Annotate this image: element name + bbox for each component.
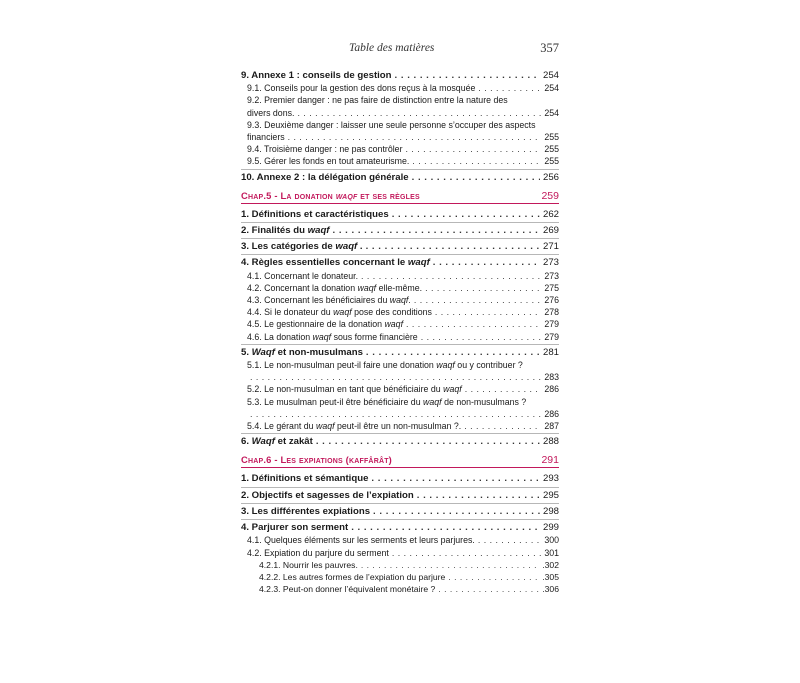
chapter-5-page: 259: [541, 189, 559, 202]
toc-entry-italic: waqf: [407, 257, 430, 269]
toc-page: [241, 36, 559, 595]
toc-entry-page: 283: [544, 372, 559, 383]
toc-entry-title: 4. Parjurer son serment: [241, 522, 349, 534]
toc-entry-page: 276: [544, 295, 559, 306]
toc-entry-row: [247, 534, 559, 546]
toc-entry[interactable]: [241, 207, 559, 221]
toc-entry-title: 5.2. Le non-musulman en tant que bénéficiaire du waqf: [247, 384, 462, 395]
toc-entry-page: 273: [544, 270, 559, 281]
toc-entry-page: 279: [544, 319, 559, 330]
leader-dots: [464, 420, 541, 432]
toc-entry-title: 2. Finalités du waqf: [241, 225, 330, 237]
toc-entry-title: 4.2.3. Peut-on donner l’équivalent monétaire ?: [259, 584, 436, 595]
toc-entry-page: .306: [542, 584, 559, 595]
leader-dots: [361, 270, 541, 282]
leader-dots: [465, 383, 542, 395]
toc-entry-title: 4.6. La donation waqf sous forme financière: [247, 331, 418, 342]
leader-dots: [351, 522, 540, 534]
toc-entry-page: 273: [542, 257, 559, 269]
toc-entry-page: 254: [544, 83, 559, 94]
toc-entry-page: 281: [542, 346, 559, 358]
toc-entry[interactable]: [241, 282, 559, 294]
toc-entry-line: 9.3. Deuxième danger : laisser une seule personne s’occuper des aspects: [247, 119, 536, 130]
toc-entry[interactable]: [241, 169, 559, 184]
toc-entry[interactable]: [241, 344, 559, 359]
leader-dots: [438, 583, 539, 595]
toc-entry-title: 4.3. Concernant les bénéficiaires du waqf.: [247, 295, 411, 306]
leader-dots: [478, 534, 541, 546]
toc-entry[interactable]: [241, 547, 559, 559]
leader-dots: [297, 107, 541, 119]
toc-entry-page: 298: [542, 505, 559, 517]
leader-dots: [417, 490, 540, 502]
toc-entry-row: [247, 318, 559, 330]
toc-entry-italic: Waqf: [251, 436, 275, 448]
toc-entry[interactable]: [241, 471, 559, 485]
leader-dots: [333, 225, 540, 237]
toc-entry-row: [247, 383, 559, 395]
toc-entry-italic: waqf: [436, 360, 455, 371]
toc-entry-page: 286: [544, 408, 559, 419]
leader-dots: [406, 318, 541, 330]
toc-entry[interactable]: [241, 155, 559, 167]
toc-entry-row: [247, 270, 559, 282]
leader-dots: [392, 209, 540, 221]
chapter-5-heading[interactable]: [241, 190, 559, 204]
toc-entry[interactable]: [241, 559, 559, 571]
leader-dots: [373, 506, 540, 518]
leader-dots: [412, 155, 541, 167]
page-title: Table des matières: [349, 42, 435, 54]
toc-entry-row: [241, 209, 559, 221]
leader-dots: [412, 172, 540, 184]
toc-entry-row: [247, 547, 559, 559]
toc-entry-title: 4.2.2. Les autres formes de l’expiation du parjure: [259, 571, 446, 582]
toc-entry-title: 10. Annexe 2 : la délégation générale: [241, 171, 409, 183]
leader-dots: [448, 571, 539, 583]
toc-entry-page: 299: [542, 522, 559, 534]
toc-entry-page: 256: [542, 171, 559, 183]
toc-entry-page: 254: [542, 70, 559, 81]
toc-entry-italic: waqf: [384, 319, 404, 330]
toc-entry-row: [241, 347, 559, 359]
toc-entry[interactable]: [241, 222, 559, 237]
toc-entry-page: 279: [544, 331, 559, 342]
toc-entry[interactable]: [241, 534, 559, 546]
toc-entry-row: [247, 306, 559, 318]
chapter-5-label: Chap.5 - La donation: [241, 189, 336, 201]
toc-entry[interactable]: [241, 396, 559, 420]
chapter-6-heading[interactable]: [241, 454, 559, 468]
toc-entry-page: 300: [544, 535, 559, 546]
toc-entry[interactable]: [241, 433, 559, 448]
chapter-6-label: Chap.6 - Les expiations (kaffârât): [241, 454, 392, 466]
toc-entry[interactable]: [241, 519, 559, 534]
leader-dots: [478, 82, 541, 94]
toc-entry-italic: waqf: [357, 282, 377, 293]
toc-entry-title: 1. Définitions et caractéristiques: [241, 208, 389, 220]
toc-entry-italic: waqf: [335, 241, 358, 253]
toc-section-chapter-5: [241, 207, 559, 449]
toc-entry[interactable]: [241, 487, 559, 502]
toc-entry[interactable]: [241, 571, 559, 583]
toc-entry[interactable]: [241, 306, 559, 318]
toc-entry-italic: Waqf: [251, 346, 275, 358]
toc-entry[interactable]: [241, 420, 559, 432]
toc-entry-page: 287: [544, 421, 559, 432]
leader-dots: [414, 294, 541, 306]
toc-entry-row: [241, 436, 559, 448]
leader-dots: [288, 131, 542, 143]
leader-dots: [392, 547, 542, 559]
toc-entry-row: [247, 371, 559, 383]
toc-entry-title: 4.2.1. Nourrir les pauvres.: [259, 559, 358, 570]
toc-entry-title: 4.5. Le gestionnaire de la donation waqf: [247, 319, 404, 330]
toc-entry-title: 6. Waqf et zakât: [241, 436, 313, 448]
toc-entry-title: 9.5. Gérer les fonds en tout amateurisme.: [247, 156, 410, 167]
toc-entry-row: [247, 282, 559, 294]
toc-entry-row: [247, 82, 559, 94]
toc-entry-title: 3. Les différentes expiations: [241, 505, 371, 517]
toc-entry-row: [241, 241, 559, 253]
toc-entry[interactable]: [241, 383, 559, 395]
toc-entry-row: [259, 571, 559, 583]
toc-entry-italic: waqf: [312, 331, 332, 342]
toc-section-annexes: [241, 68, 559, 184]
toc-entry-row: [241, 522, 559, 534]
toc-entry-row: [247, 143, 559, 155]
toc-entry-title: 5.4. Le gérant du waqf peut-il être un non-musulman ?.: [247, 421, 462, 432]
leader-dots: [250, 408, 541, 420]
leader-dots: [316, 436, 540, 448]
toc-entry-title: 9. Annexe 1 : conseils de gestion: [241, 70, 392, 81]
toc-entry-line: 5.3. Le musulman peut-il être bénéficiaire du waqf de non-musulmans ?: [247, 396, 527, 407]
toc-entry[interactable]: [241, 254, 559, 269]
toc-entry[interactable]: [241, 583, 559, 595]
toc-entry-title: 3. Les catégories de waqf .: [241, 241, 363, 253]
leader-dots: [395, 70, 540, 82]
toc-entry-row: [247, 331, 559, 343]
chapter-6-page: 291: [541, 454, 559, 467]
toc-entry[interactable]: [241, 82, 559, 94]
toc-entry-title: 4.2. Concernant la donation waqf elle-même.: [247, 282, 423, 293]
toc-entry-title: 4.2. Expiation du parjure du serment: [247, 547, 389, 558]
leader-dots: [425, 282, 541, 294]
leader-dots: [435, 306, 541, 318]
toc-entry-page: 275: [544, 282, 559, 293]
toc-entry-row: [247, 408, 559, 420]
toc-entry-page: 295: [542, 489, 559, 501]
toc-entry-page: 278: [544, 307, 559, 318]
toc-entry-title: 4.1. Quelques éléments sur les serments et leurs parjures.: [247, 535, 475, 546]
toc-entry-page: 269: [542, 225, 559, 237]
toc-entry-page: .302: [542, 559, 559, 570]
toc-entry-italic: waqf: [389, 295, 409, 306]
toc-entry-page: .305: [542, 571, 559, 582]
toc-entry-row: [247, 294, 559, 306]
toc-entry-page: 288: [542, 436, 559, 448]
toc-entry-page: 301: [544, 547, 559, 558]
toc-entry-row: [241, 490, 559, 502]
toc-entry-row: [241, 172, 559, 184]
toc-entry-page: 255: [544, 156, 559, 167]
toc-entry-row: [241, 70, 559, 82]
toc-entry-italic: waqf: [423, 396, 442, 407]
toc-entry-page: 254: [544, 107, 559, 118]
toc-entry-title: 4.4. Si le donateur du waqf pose des conditions: [247, 307, 432, 318]
toc-entry[interactable]: [241, 294, 559, 306]
leader-dots: [406, 143, 542, 155]
toc-entry-page: 255: [544, 132, 559, 143]
toc-entry-row: [241, 473, 559, 485]
toc-entry-row: [247, 155, 559, 167]
toc-entry-title: 4.1. Concernant le donateur.: [247, 270, 359, 281]
leader-dots: [371, 473, 540, 485]
leader-dots: [361, 559, 539, 571]
toc-entry-line: 5.1. Le non-musulman peut-il faire une donation waqf ou y contribuer ?: [247, 360, 523, 371]
toc-entry[interactable]: [241, 238, 559, 253]
toc-entry-line: 9.2. Premier danger : ne pas faire de distinction entre la nature des: [247, 95, 508, 106]
toc-entry-italic: waqf: [315, 421, 335, 432]
toc-entry-page: 293: [542, 473, 559, 485]
toc-entry-title: 9.1. Conseils pour la gestion des dons reçus à la mosquée: [247, 83, 476, 94]
toc-entry-page: 255: [544, 144, 559, 155]
toc-entry-title: 1. Définitions et sémantique: [241, 473, 369, 485]
toc-entry[interactable]: [241, 318, 559, 330]
toc-entry-page: 262: [542, 208, 559, 220]
toc-entry-row: [241, 225, 559, 237]
leader-dots: [366, 347, 540, 359]
toc-entry-italic: waqf: [443, 384, 462, 395]
toc-entry-title: 4. Règles essentielles concernant le waqf: [241, 257, 430, 269]
page-header: [241, 36, 559, 56]
toc-entry-row: [247, 131, 559, 143]
toc-entry[interactable]: [241, 119, 559, 143]
toc-entry[interactable]: [241, 359, 559, 383]
toc-section-chapter-6: [241, 471, 559, 595]
toc-entry-row: [259, 583, 559, 595]
toc-entry-page: 286: [544, 384, 559, 395]
toc-entry-title: divers dons.: [247, 107, 295, 118]
leader-dots: [250, 371, 541, 383]
leader-dots: [421, 331, 542, 343]
toc-entry[interactable]: [241, 68, 559, 82]
toc-entry-title: 5. Waqf et non-musulmans: [241, 346, 363, 358]
toc-entry-row: [247, 420, 559, 432]
toc-entry[interactable]: [241, 143, 559, 155]
toc-entry-title: 9.4. Troisième danger : ne pas contrôler: [247, 144, 403, 155]
toc-entry-row: [241, 506, 559, 518]
toc-entry-row: [241, 257, 559, 269]
chapter-5-label-suffix: et ses règles: [357, 189, 420, 201]
toc-entry[interactable]: [241, 331, 559, 343]
toc-entry-row: [259, 559, 559, 571]
leader-dots: [366, 241, 540, 253]
toc-entry-italic: waqf: [307, 225, 330, 237]
chapter-5-label-italic: waqf: [335, 189, 358, 201]
toc-entry-row: [247, 107, 559, 119]
page-number: 357: [540, 41, 559, 55]
toc-entry[interactable]: [241, 270, 559, 282]
toc-entry-title: 2. Objectifs et sagesses de l’expiation: [241, 489, 414, 501]
toc-entry-page: 271: [542, 241, 559, 253]
toc-entry-italic: waqf: [333, 307, 352, 318]
toc-entry[interactable]: [241, 503, 559, 518]
toc-entry[interactable]: [241, 94, 559, 118]
toc-entry-title: financiers: [247, 132, 285, 143]
leader-dots: [433, 257, 540, 269]
